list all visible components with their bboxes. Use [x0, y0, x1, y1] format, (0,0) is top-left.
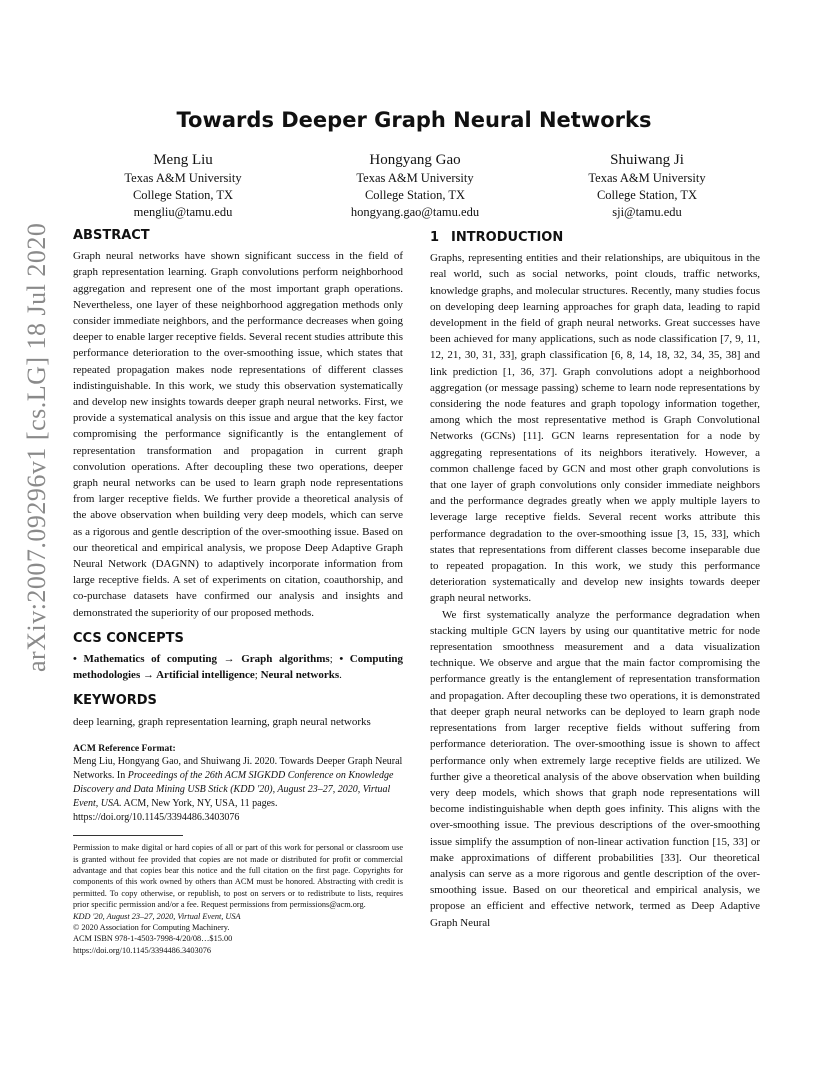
reference-format-text [73, 755, 403, 825]
ccs-item-2: • Computing methodologies → Artificial intelligence [73, 653, 403, 682]
author-location: College Station, TX [364, 188, 466, 202]
keywords-heading: KEYWORDS [73, 693, 157, 709]
arxiv-stamp: arXiv:2007.09296v1 [cs.LG] 18 Jul 2020 [22, 222, 51, 672]
footnote-rule [73, 835, 183, 836]
intro-heading [430, 230, 760, 246]
ccs-end: . [339, 669, 342, 682]
ccs-sep: ; [254, 669, 261, 682]
paper-title: Towards Deeper Graph Neural Networks [176, 108, 652, 132]
keywords-text: deep learning, graph representation learning, graph neural networks [73, 715, 371, 728]
section-number: 1 [430, 230, 440, 245]
author-email[interactable]: sji@tamu.edu [612, 205, 682, 219]
ccs-item-3: Neural networks [260, 669, 340, 682]
doi-link[interactable]: https://doi.org/10.1145/3394486.3403076 [73, 945, 212, 955]
left-column [73, 228, 403, 956]
author-name: Shuiwang Ji [610, 152, 684, 168]
abstract-text: Graph neural networks have shown significant success in the field of graph representation learning. Graph convolutions perform neighborhood aggregation and represent one of the most important graph operations. Nevertheless, one layer of these neighborhood aggregation methods only consider immediate neighbors, and the performance decreases when going deeper to enable larger receptive fields. Several recent studies attribute this performance deterioration to the over-smoothing issue, which states that repeated propagation makes node representations of different classes indistinguishable. In this work, we study this observation systematically and develop new insights towards deeper graph neural networks. First, we provide a systematical analysis on this issue and argue that the key factor compromising the performance significantly is the entanglement of representation transformation and propagation in current graph convolution operations. After decoupling these two operations, deeper graph neural networks can be used to learn graph node representations from larger receptive fields. We further provide a theoretical analysis of the above observation when building very deep models, which can serve as a rigorous and gentle description of the over-smoothing issue. Based on our theoretical and empirical analysis, we propose Deep Adaptive Graph Neural Network (DAGNN) to adaptively incorporate information from large receptive fields. A set of experiments on citation, coauthorship, and co-purchase datasets have confirmed our analysis and insights and demonstrated the superiority of our proposed methods. [73, 250, 403, 619]
author-location: College Station, TX [132, 188, 234, 202]
author-name: Meng Liu [153, 152, 213, 168]
author-1 [68, 150, 298, 221]
author-2 [300, 150, 530, 221]
author-email[interactable]: hongyang.gao@tamu.edu [350, 205, 480, 219]
author-affiliation: Texas A&M University [588, 171, 706, 185]
author-affiliation: Texas A&M University [356, 171, 474, 185]
ccs-item-1: • Mathematics of computing → Graph algorithms [73, 653, 330, 666]
author-affiliation: Texas A&M University [124, 171, 242, 185]
ccs-concepts [73, 651, 403, 683]
intro-paragraph-2: We first systematically analyze the performance degradation when stacking multiple GCN layers by using our quantitative metric for node representation smoothness measurement and a data visualization technique. We observe and argue that the main factor compromising the performance greatly is the entanglement of representation transformation and propagation. After decoupling these two operations, it is demonstrated that deeper graph neural networks can be deployed to learn graph node representations from larger receptive fields without suffering from performance deterioration. The over-smoothing issue is shown to affect performance only when extremely large receptive fields are utilized. We further give a theoretical analysis of the above observation when building very deep models, which shows that graph node representations will become indistinguishable when depth goes infinity. This aligns with the over-smoothing issue. The previous descriptions of the over-smoothing issue simplify the assumption of non-linear activation function [15, 33] or make approximations of different probabilities [33]. Our theoretical analysis can serve as a more rigorous and gentle description of the over-smoothing issue. Based on our theoretical and empirical analysis, we propose an efficient and effective network, termed as Deep Adaptive Graph Neural [430, 608, 760, 929]
author-email[interactable]: mengliu@tamu.edu [133, 205, 233, 219]
isbn-line: ACM ISBN 978-1-4503-7998-4/20/08…$15.00 [73, 934, 233, 944]
copyright-line: © 2020 Association for Computing Machinery. [73, 922, 230, 932]
intro-paragraph-1: Graphs, representing entities and their relationships, are ubiquitous in the real world, such as social networks, point clouds, traffic networks, knowledge graphs, and molecular structures. Recently, many studies focus on developing deep learning approaches for graph data, leading to rapid development in the field of graph neural networks. Great successes have been achieved for many applications, such as node classification [7, 9, 11, 12, 21, 30, 31, 33], graph classification [6, 8, 14, 18, 32, 34, 35, 38] and link prediction [1, 36, 37]. Graph convolutions adopt a neighborhood aggregation (or message passing) scheme to learn node representations by considering the node features and graph topology information together, among which the most representative method is Graph Convolutional Networks (GCNs) [11]. GCN learns representation for a node by aggregating representations of its neighbors iteratively. However, a common challenge faced by GCN and most other graph convolutions is that one layer of graph convolutions only consider immediate neighbors and the performance degrades greatly when we apply multiple layers to leverage large receptive fields. Several recent works attribute this performance degradation to the over-smoothing issue [3, 15, 33], which states that representations from different classes become inseparable due to repeated propagation. In this work, we study this performance deterioration systematically and develop new insights towards deeper graph neural networks. [430, 252, 760, 605]
author-block [68, 150, 762, 221]
author-3 [532, 150, 762, 221]
right-column [430, 228, 760, 931]
permission-notice: Permission to make digital or hard copies of all or part of this work for personal or classroom use is granted without fee provided that copies are not made or distributed for profit or commercial advantage and that copies bear this notice and the full citation on the first page. Copyrights for components of this work owned by others than ACM must be honored. Abstracting with credit is permitted. To copy otherwise, or republish, to post on servers or to redistribute to lists, requires prior specific permission and/or a fee. Request permissions from permissions@acm.org. [73, 843, 403, 910]
reference-authors: Meng Liu, Hongyang Gao, and Shuiwang Ji. 2020. Towards Deeper Graph Neural Networks. In [73, 756, 403, 782]
reference-venue: Proceedings of the 26th ACM SIGKDD Conference on Knowledge Discovery and Data Mining USB Stick (KDD '20), August 23–27, 2020, Virtual Event, USA. [73, 770, 394, 810]
author-name: Hongyang Gao [369, 152, 461, 168]
reference-tail: ACM, New York, NY, USA, 11 pages. https://doi.org/10.1145/3394486.3403076 [73, 798, 278, 824]
conference-line: KDD '20, August 23–27, 2020, Virtual Event, USA [73, 911, 241, 921]
ccs-heading: CCS CONCEPTS [73, 630, 184, 646]
reference-format-heading: ACM Reference Format: [73, 742, 176, 754]
abstract-heading: ABSTRACT [73, 228, 150, 243]
author-location: College Station, TX [596, 188, 698, 202]
ccs-sep: ; [329, 653, 340, 666]
section-title: INTRODUCTION [451, 230, 564, 245]
